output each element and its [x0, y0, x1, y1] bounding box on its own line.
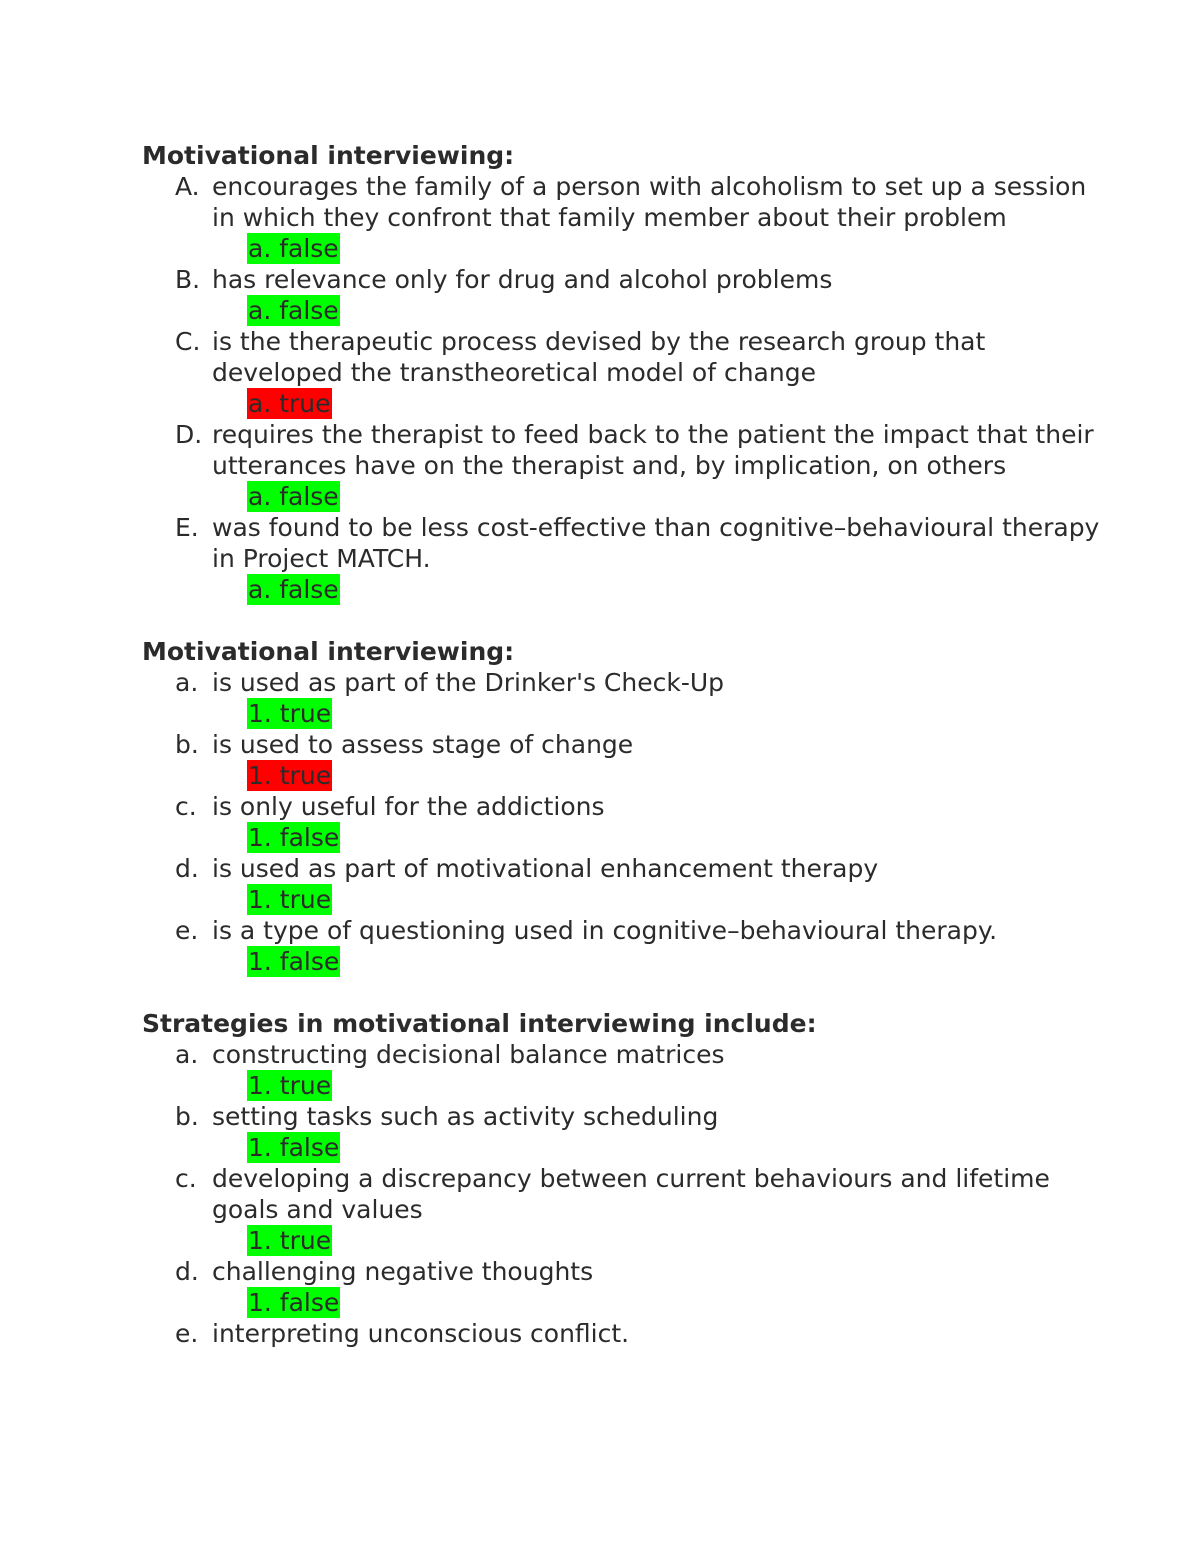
answer-line: [142, 760, 1102, 791]
option-marker: D.: [175, 420, 203, 449]
answer-line: [142, 946, 1102, 977]
option-text: challenging negative thoughts: [212, 1257, 594, 1286]
option-item: [142, 1256, 1102, 1287]
answer-highlight-correct: 1. true: [248, 1071, 332, 1100]
answer-line: [142, 1132, 1102, 1163]
answer-highlight-correct: 1. true: [248, 885, 332, 914]
option-text: encourages the family of a person with alcoholism to set up a session in which they confront that family member about their problem: [212, 172, 1087, 232]
option-marker: a.: [175, 1040, 199, 1069]
answer-line: [142, 698, 1102, 729]
question-title: Motivational interviewing:: [142, 141, 515, 170]
option-marker: C.: [175, 327, 201, 356]
option-marker: c.: [175, 792, 197, 821]
answer-highlight-incorrect: 1. true: [248, 761, 332, 790]
option-text: is only useful for the addictions: [212, 792, 605, 821]
option-item: [142, 1101, 1102, 1132]
option-item: [142, 264, 1102, 295]
option-marker: E.: [175, 513, 199, 542]
answer-line: [142, 574, 1102, 605]
answer-highlight-correct: 1. true: [248, 699, 332, 728]
answer-line: [142, 1287, 1102, 1318]
option-text: constructing decisional balance matrices: [212, 1040, 725, 1069]
answer-line: [142, 388, 1102, 419]
answer-line: [142, 295, 1102, 326]
option-text: is used to assess stage of change: [212, 730, 634, 759]
answer-highlight-correct: 1. true: [248, 1226, 332, 1255]
option-text: was found to be less cost-effective than cognitive–behavioural therapy in Project MATCH.: [212, 513, 1100, 573]
option-marker: A.: [175, 172, 200, 201]
option-item: [142, 512, 1102, 574]
question-title: Strategies in motivational interviewing include:: [142, 1009, 817, 1038]
answer-line: [142, 1070, 1102, 1101]
option-marker: d.: [175, 854, 199, 883]
answer-highlight-correct: a. false: [248, 234, 339, 263]
option-marker: e.: [175, 1319, 199, 1348]
option-text: is a type of questioning used in cognitive–behavioural therapy.: [212, 916, 998, 945]
answer-line: [142, 233, 1102, 264]
answer-highlight-correct: 1. false: [248, 1288, 340, 1317]
answer-line: [142, 884, 1102, 915]
option-item: [142, 1039, 1102, 1070]
option-text: interpreting unconscious conflict.: [212, 1319, 630, 1348]
question-block: [142, 636, 1102, 977]
answer-highlight-correct: 1. false: [248, 1133, 340, 1162]
option-text: developing a discrepancy between current behaviours and lifetime goals and values: [212, 1164, 1050, 1224]
option-marker: b.: [175, 1102, 199, 1131]
option-item: [142, 667, 1102, 698]
option-text: is used as part of motivational enhancement therapy: [212, 854, 879, 883]
option-item: [142, 419, 1102, 481]
option-item: [142, 171, 1102, 233]
option-item: [142, 853, 1102, 884]
option-marker: b.: [175, 730, 199, 759]
option-marker: d.: [175, 1257, 199, 1286]
answer-highlight-correct: a. false: [248, 575, 339, 604]
option-marker: e.: [175, 916, 199, 945]
option-item: [142, 791, 1102, 822]
option-item: [142, 1318, 1102, 1349]
option-item: [142, 729, 1102, 760]
option-text: has relevance only for drug and alcohol problems: [212, 265, 833, 294]
answer-line: [142, 822, 1102, 853]
answer-highlight-correct: 1. false: [248, 947, 340, 976]
option-marker: c.: [175, 1164, 197, 1193]
option-item: [142, 1163, 1102, 1225]
option-text: is used as part of the Drinker's Check-Up: [212, 668, 725, 697]
question-block: [142, 140, 1102, 605]
option-item: [142, 915, 1102, 946]
answer-highlight-correct: a. false: [248, 482, 339, 511]
answer-line: [142, 481, 1102, 512]
option-marker: B.: [175, 265, 201, 294]
answer-highlight-correct: a. false: [248, 296, 339, 325]
answer-line: [142, 1225, 1102, 1256]
option-text: setting tasks such as activity scheduling: [212, 1102, 719, 1131]
option-item: [142, 326, 1102, 388]
answer-highlight-incorrect: a. true: [248, 389, 331, 418]
document-page: [142, 140, 1102, 1380]
question-title: Motivational interviewing:: [142, 637, 515, 666]
option-text: is the therapeutic process devised by the research group that developed the transtheoretical model of change: [212, 327, 986, 387]
option-marker: a.: [175, 668, 199, 697]
option-text: requires the therapist to feed back to the patient the impact that their utterances have on the therapist and, by implication, on others: [212, 420, 1094, 480]
question-block: [142, 1008, 1102, 1349]
answer-highlight-correct: 1. false: [248, 823, 340, 852]
